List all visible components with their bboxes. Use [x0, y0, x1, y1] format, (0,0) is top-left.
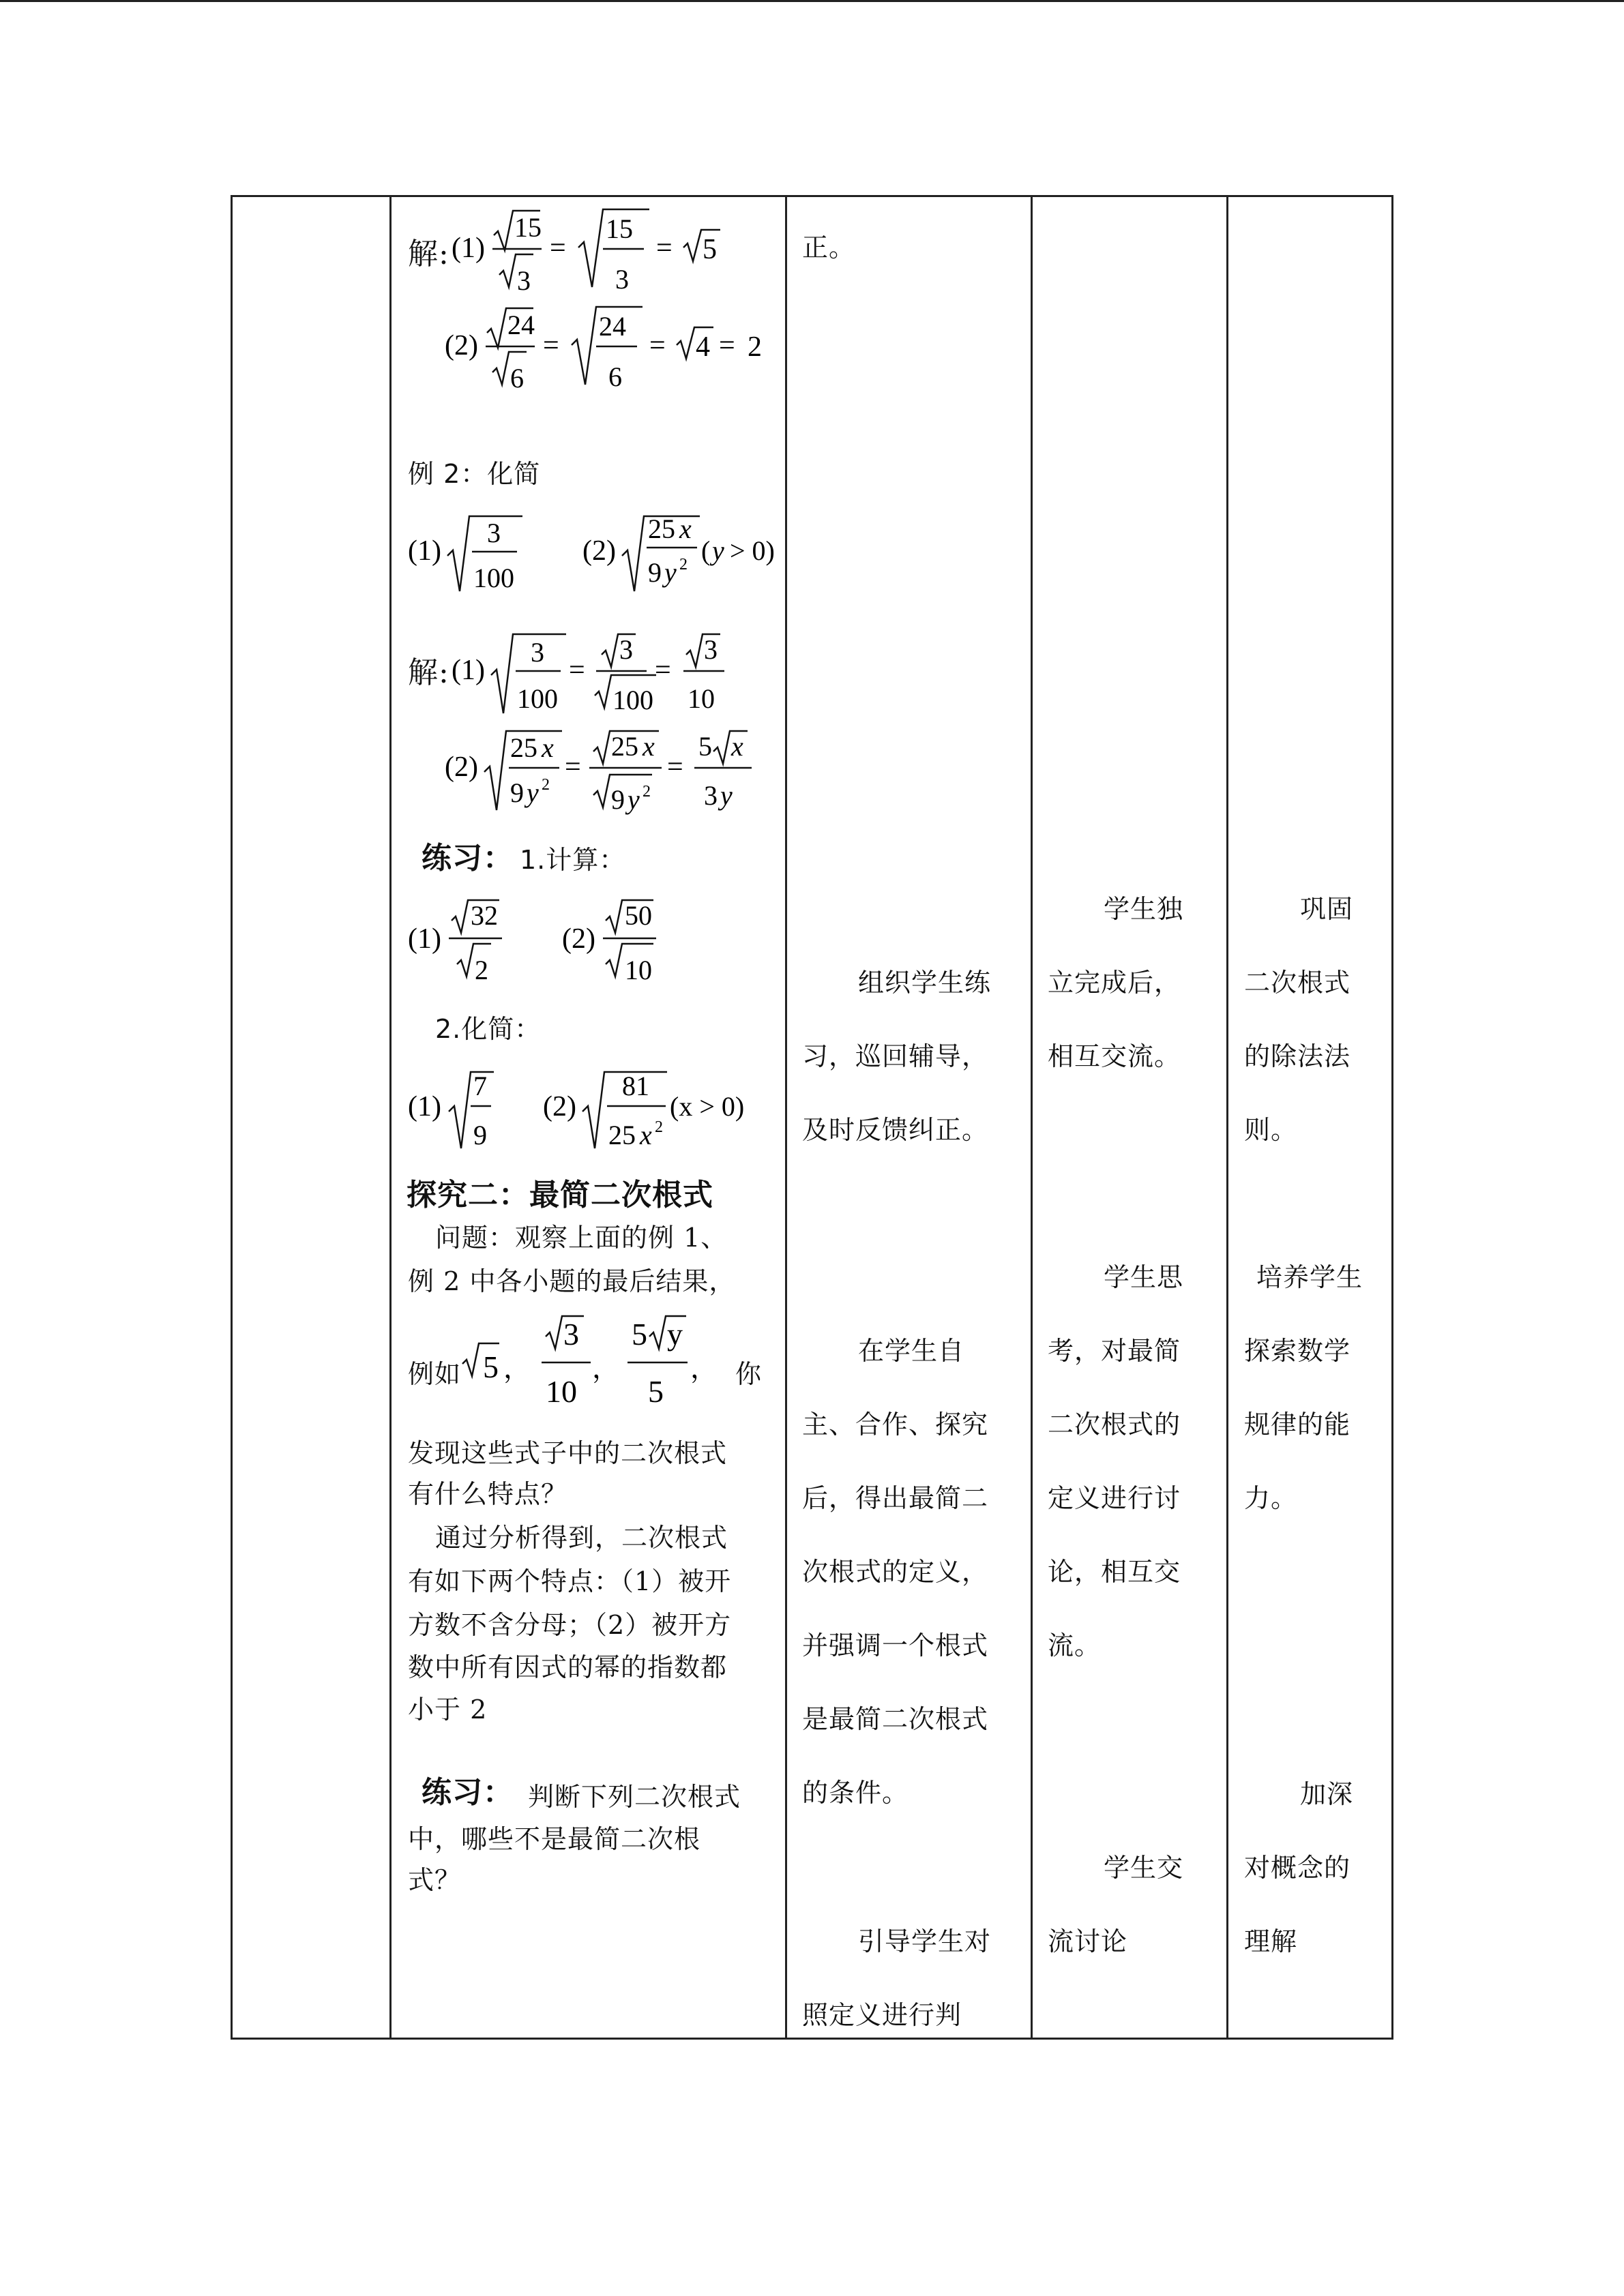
example2-title: 例 2：化简: [408, 459, 541, 489]
col3-b-line-2: 主、合作、探究: [802, 1410, 989, 1440]
svg-text:，: ，: [690, 1353, 718, 1384]
svg-text:9: 9: [510, 777, 524, 808]
svg-text:100: 100: [473, 563, 514, 593]
col4-b-line-1: 学生思: [1104, 1262, 1184, 1292]
svg-text:5: 5: [483, 1350, 499, 1384]
solution1-line2-formula: [445, 305, 799, 408]
practice3-line-3: 式？: [408, 1865, 462, 1895]
svg-text:24: 24: [599, 311, 626, 342]
svg-text:(1): (1): [452, 233, 485, 264]
svg-text:15: 15: [514, 212, 542, 243]
col5-c-line-1: 加深: [1300, 1779, 1354, 1809]
svg-text:100: 100: [517, 683, 558, 714]
col4-c-line-1: 学生交: [1104, 1853, 1184, 1883]
col4-b-line-2: 考，对最简: [1048, 1336, 1181, 1366]
svg-text:3: 3: [704, 634, 718, 665]
svg-text:=: =: [719, 330, 735, 361]
svg-text:2: 2: [643, 783, 651, 801]
question-line-1: 问题：观察上面的例 1、: [435, 1223, 728, 1253]
svg-text:9: 9: [611, 784, 625, 815]
svg-text:2: 2: [475, 955, 488, 985]
table-top-border: [231, 195, 1393, 197]
analysis-line-4: 数中所有因式的幂的指数都: [408, 1652, 728, 1682]
svg-text:4: 4: [696, 331, 710, 363]
svg-text:2: 2: [679, 556, 688, 573]
col5-b-line-4: 力。: [1244, 1483, 1298, 1513]
col4-a-line-2: 立完成后，: [1048, 968, 1181, 998]
analysis-line-3: 方数不含分母；（2）被开方: [408, 1610, 732, 1640]
svg-text:24: 24: [507, 310, 535, 340]
svg-text:5: 5: [648, 1374, 664, 1409]
svg-text:(2): (2): [445, 330, 478, 361]
practice1-label: 练习：: [422, 841, 514, 876]
explore-title: 探究二：最简二次根式: [407, 1178, 713, 1212]
svg-text:3: 3: [563, 1317, 579, 1352]
svg-text:(1): (1): [408, 923, 441, 955]
question-line-4: 发现这些式子中的二次根式: [408, 1438, 728, 1468]
svg-text:，: ，: [592, 1353, 619, 1384]
svg-text:(: (: [701, 535, 711, 566]
svg-text:y: y: [628, 784, 640, 815]
col5-a-line-2: 二次根式: [1244, 968, 1351, 998]
svg-text:x: x: [679, 513, 692, 544]
svg-text:3: 3: [531, 637, 544, 668]
svg-text:50: 50: [625, 900, 652, 931]
svg-text:(2): (2): [582, 535, 616, 567]
col5-a-line-4: 则。: [1244, 1115, 1298, 1145]
col5-b-line-3: 规律的能: [1244, 1410, 1351, 1440]
table-bottom-border: [231, 2038, 1393, 2040]
svg-text:(1): (1): [408, 535, 441, 567]
col4-b-line-5: 论，相互交: [1048, 1557, 1181, 1587]
table-col-line-4: [1031, 195, 1033, 2040]
svg-text:=: =: [656, 233, 673, 264]
svg-text:=: =: [550, 233, 566, 264]
col3-b-line-6: 是最简二次根式: [802, 1704, 989, 1734]
practice3-line-2: 中，哪些不是最简二次根: [408, 1824, 701, 1854]
svg-text:5: 5: [632, 1317, 647, 1352]
col4-a-line-1: 学生独: [1104, 894, 1184, 924]
svg-text:25: 25: [608, 1120, 636, 1150]
svg-text:(1): (1): [408, 1091, 441, 1122]
svg-text:9: 9: [648, 557, 662, 588]
svg-text:y: y: [664, 557, 677, 588]
svg-text:x: x: [542, 732, 554, 763]
practice3-label: 练习：: [422, 1775, 514, 1810]
svg-text:6: 6: [510, 363, 524, 393]
practice1-formulas: [408, 893, 694, 1003]
svg-text:25: 25: [510, 732, 537, 763]
svg-text:6: 6: [608, 361, 622, 392]
svg-text:10: 10: [546, 1374, 577, 1409]
table-col-line-2: [389, 195, 392, 2040]
analysis-line-2: 有如下两个特点：（1）被开: [408, 1566, 732, 1596]
table-col-line-1: [231, 195, 233, 2040]
svg-text:5: 5: [703, 234, 717, 265]
svg-text:x: x: [643, 731, 655, 762]
col3-c-line-2: 照定义进行判: [802, 2000, 962, 2030]
col3-b-line-7: 的条件。: [802, 1778, 909, 1808]
svg-text:y: y: [667, 1317, 683, 1352]
col5-b-line-1: 培养学生: [1256, 1262, 1363, 1292]
question-line-3-suffix: 你: [735, 1359, 763, 1389]
svg-text:x: x: [640, 1120, 652, 1150]
col3-a-line-3: 及时反馈纠正。: [802, 1115, 989, 1145]
col3-a-line-1: 组织学生练: [858, 968, 992, 998]
svg-text:3: 3: [619, 634, 633, 665]
svg-text:y: y: [527, 777, 539, 808]
col5-a-line-3: 的除法法: [1244, 1041, 1351, 1071]
question-line-5: 有什么特点？: [408, 1479, 568, 1509]
svg-text:x: x: [731, 731, 743, 762]
svg-text:7: 7: [473, 1071, 487, 1101]
practice1-text: 1.计算：: [520, 845, 626, 875]
svg-text:(2): (2): [445, 751, 478, 783]
page-top-rule: [0, 0, 1624, 2]
svg-text:3: 3: [704, 780, 718, 811]
col5-c-line-3: 理解: [1244, 1926, 1298, 1956]
col3-b-line-4: 次根式的定义，: [802, 1557, 989, 1587]
svg-text:(x > 0): (x > 0): [670, 1091, 745, 1122]
svg-text:=: =: [569, 655, 585, 686]
svg-text:10: 10: [688, 683, 715, 714]
col5-c-line-2: 对概念的: [1244, 1853, 1351, 1883]
svg-text:(2): (2): [562, 923, 595, 955]
svg-text:3: 3: [487, 518, 501, 548]
svg-text:=: =: [667, 751, 683, 783]
col3-b-line-3: 后，得出最简二: [802, 1483, 989, 1513]
svg-text:=: =: [649, 330, 666, 361]
svg-text:2: 2: [655, 1118, 663, 1136]
svg-text:3: 3: [517, 265, 531, 296]
svg-text:5: 5: [698, 731, 712, 762]
col4-b-line-3: 二次根式的: [1048, 1410, 1181, 1440]
solution1-line1-formula: [452, 208, 765, 311]
col3-line-zheng: 正。: [802, 233, 856, 263]
svg-text:2: 2: [542, 776, 550, 794]
question-line-3-prefix: 例如: [408, 1359, 462, 1389]
svg-text:y: y: [712, 535, 724, 566]
table-col-line-5: [1226, 195, 1228, 2040]
svg-text:(1): (1): [452, 655, 485, 686]
svg-text:81: 81: [622, 1071, 649, 1101]
solution2-line1-formula: [452, 627, 779, 730]
svg-text:10: 10: [625, 955, 652, 985]
svg-text:=: =: [543, 330, 559, 361]
col4-b-line-6: 流。: [1048, 1630, 1102, 1660]
svg-text:=: =: [655, 655, 671, 686]
col3-b-line-5: 并强调一个根式: [802, 1630, 989, 1660]
svg-text:15: 15: [606, 213, 633, 244]
solution2-prefix: 解:: [408, 655, 449, 690]
svg-text:，: ，: [503, 1353, 531, 1384]
analysis-line-1: 通过分析得到，二次根式: [435, 1523, 728, 1553]
example2-formulas: [408, 508, 790, 604]
practice2-formulas: [408, 1064, 776, 1167]
svg-text:3: 3: [615, 264, 629, 295]
svg-text:100: 100: [612, 685, 653, 715]
example-results-formula: [460, 1316, 746, 1426]
question-line-2: 例 2 中各小题的最后结果，: [408, 1266, 736, 1296]
svg-text:25: 25: [611, 731, 638, 762]
svg-text:=: =: [565, 751, 581, 783]
col3-c-line-1: 引导学生对: [858, 1926, 992, 1956]
col4-a-line-3: 相互交流。: [1048, 1041, 1181, 1071]
svg-text:25: 25: [648, 513, 675, 544]
solution2-line2-formula: [445, 724, 786, 834]
svg-text:2: 2: [748, 331, 762, 363]
practice2-text: 2.化简：: [435, 1014, 542, 1044]
svg-text:y: y: [720, 780, 733, 811]
table-col-line-6: [1391, 195, 1393, 2040]
svg-text:> 0): > 0): [730, 535, 775, 566]
col3-b-line-1: 在学生自: [858, 1336, 965, 1366]
solution1-prefix: 解:: [408, 237, 449, 271]
svg-text:(2): (2): [543, 1091, 576, 1122]
svg-text:32: 32: [471, 900, 498, 931]
table-col-line-3: [785, 195, 787, 2040]
col4-c-line-2: 流讨论: [1048, 1926, 1128, 1956]
col3-a-line-2: 习，巡回辅导，: [802, 1041, 989, 1071]
svg-text:9: 9: [473, 1120, 487, 1150]
col5-b-line-2: 探索数学: [1244, 1336, 1351, 1366]
col5-a-line-1: 巩固: [1300, 894, 1354, 924]
col4-b-line-4: 定义进行讨: [1048, 1483, 1181, 1513]
practice3-line-1: 判断下列二次根式: [528, 1782, 741, 1812]
analysis-line-5: 小于 2: [408, 1695, 488, 1725]
